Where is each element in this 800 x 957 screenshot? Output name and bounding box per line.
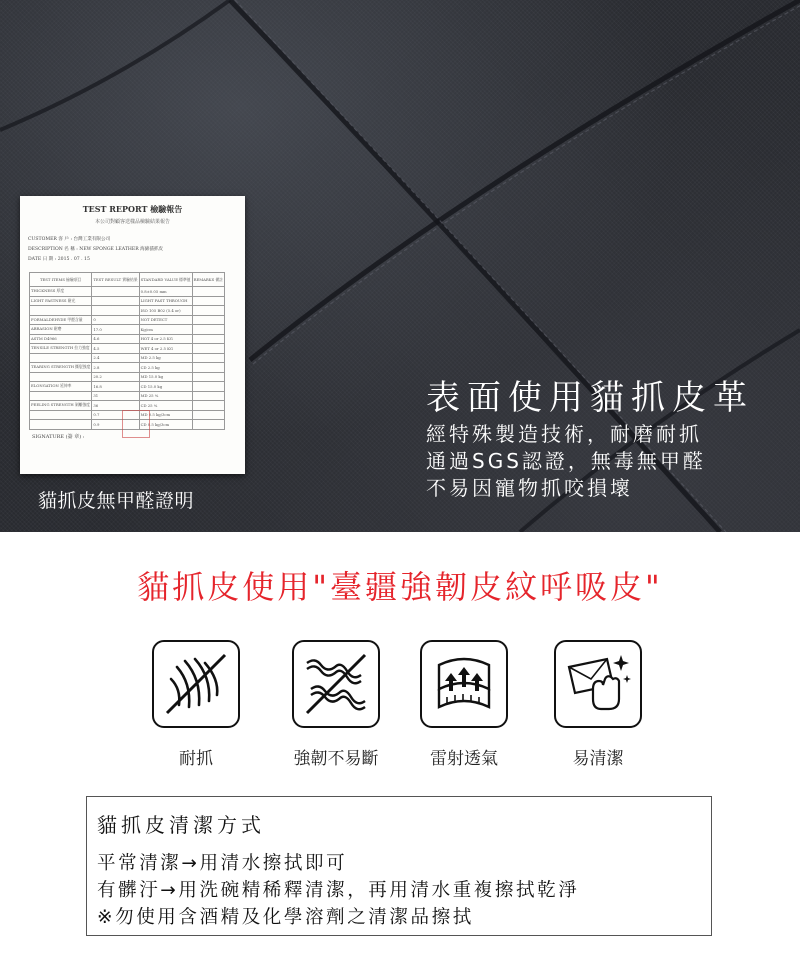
report-date: DATE 日 期 : 2015 . 07 . 15 [28,257,90,262]
report-cell: HOT 4 or 2.5 KG [139,334,192,344]
report-cell: 17.0 [92,325,139,335]
report-subtitle: 本公司對顧客送樣品檢驗結果報告 [94,219,170,225]
report-header-cell: TEST ITEMS 檢驗項目 [30,273,92,287]
report-cell: 4.6 [92,334,139,344]
report-cell [30,420,92,430]
report-row [30,353,225,363]
report-row [30,344,225,354]
report-cell [192,287,224,297]
report-row [30,334,225,344]
cleaning-line: ※勿使用含酒精及化學溶劑之清潔品擦拭 [97,907,474,928]
report-row [30,372,225,382]
report-cell: LIGHT FAST THROUGH [139,296,192,306]
report-cell: CD 2.5 kg [139,363,192,373]
cleaning-instructions-box [86,796,712,936]
breathable-arrows-icon [420,640,508,728]
hero-description-line: 通過SGS認證，無毒無甲醛 [426,449,706,473]
report-row [30,306,225,316]
report-cell [92,306,139,316]
report-header-cell: STANDARD VALUE 標準值 [139,273,192,287]
report-cell: NOT DETECT [139,315,192,325]
report-table [29,272,225,430]
report-cell: 2.8 [92,363,139,373]
report-cell [192,372,224,382]
report-cell: CD 0.5 kg/3cm [139,420,192,430]
cleaning-line: 有髒汙→用洗碗精稀釋清潔，再用清水重複擦拭乾淨 [97,880,580,901]
wipe-clean-icon [554,640,642,728]
feature-label: 強韌不易斷 [293,749,379,768]
report-row [30,315,225,325]
cleaning-title: 貓抓皮清潔方式 [97,813,265,837]
report-cell: FORMALDEHYDE 甲醛含量 [30,315,92,325]
report-cell: ELONGATION 延伸率 [30,382,92,392]
report-header-cell: TEST RESULT 實驗結果 [92,273,139,287]
report-header-cell: REMARKS 備註 [192,273,224,287]
feature-label: 易清潔 [572,749,624,768]
report-cell: TEARING STRENGTH 撕裂強度 [30,363,92,373]
report-cell [192,420,224,430]
report-cell [192,401,224,411]
hero-title: 表面使用貓抓皮革 [426,378,754,418]
report-cell [92,287,139,297]
report-cell: WET 4 or 2.5 KG [139,344,192,354]
report-cell [30,391,92,401]
feature-label: 耐抓 [179,749,213,768]
feature-label: 雷射透氣 [430,749,498,768]
report-cell: CD 15.0 kg [139,382,192,392]
report-cell [192,410,224,420]
material-headline: 貓抓皮使用"臺疆強韌皮紋呼吸皮" [137,568,663,606]
report-cell: CD 25 % [139,401,192,411]
report-cell [192,296,224,306]
report-cell: 0.7 [92,410,139,420]
report-cell [192,306,224,316]
report-row [30,287,225,297]
hero-description-line: 經特殊製造技術，耐磨耐抓 [426,422,702,446]
report-row [30,363,225,373]
report-cell: MD 25 % [139,391,192,401]
feature-easy-clean [523,640,673,769]
report-cell [30,410,92,420]
report-cell [192,382,224,392]
report-cell [192,334,224,344]
report-row [30,325,225,335]
certificate-caption: 貓抓皮無甲醛證明 [38,491,195,512]
report-cell [30,353,92,363]
feature-scratch-resistant [121,640,271,769]
report-cell [192,325,224,335]
cleaning-line: 平常清潔→用清水擦拭即可 [97,853,348,874]
report-row [30,296,225,306]
report-cell: 0.9 [92,420,139,430]
report-cell: ASTM D4966 [30,334,92,344]
report-cell: TENSILE STRENGTH 拉力強度 [30,344,92,354]
hero-description-line: 不易因寵物抓咬損壞 [426,476,633,500]
report-cell: 31 [92,391,139,401]
report-cell [192,315,224,325]
feature-breathable [389,640,539,769]
report-row [30,382,225,392]
report-cell [92,296,139,306]
report-cell: 4.5 [92,344,139,354]
report-signature: SIGNATURE (簽 章) : [32,434,85,440]
report-cell: Kg/cm [139,325,192,335]
report-cell: LIGHT FASTNESS 耐光 [30,296,92,306]
report-table-body [30,287,225,430]
report-cell: MD 2.5 kg [139,353,192,363]
report-cell: 16.8 [92,382,139,392]
red-stamp [122,410,150,438]
report-cell: MD 15.0 kg [139,372,192,382]
report-cell [192,344,224,354]
test-report-certificate [20,196,245,474]
report-cell [192,391,224,401]
report-row [30,391,225,401]
report-cell: ABRASION 耐磨 [30,325,92,335]
report-cell: 36 [92,401,139,411]
report-header-row [30,273,225,287]
report-cell: PEELING STRENGTH 剝離強度 [30,401,92,411]
rope-unbreakable-icon [292,640,380,728]
report-cell: 20.2 [92,372,139,382]
report-customer: CUSTOMER 客 戶 : 台灣工業有限公司 [28,237,111,242]
report-cell [192,363,224,373]
report-cell [30,306,92,316]
report-row [30,401,225,411]
report-cell [192,353,224,363]
report-cell: ISO 105 B02 (5.4 or) [139,306,192,316]
report-cell: THICKNESS 厚度 [30,287,92,297]
report-cell: MD 0.5 kg/3cm [139,410,192,420]
scratch-resistant-icon [152,640,240,728]
report-description: DESCRIPTION 名 稱 : NEW SPONGE LEATHER 海綿貓抓皮 [28,247,164,252]
report-cell: 0.8±0.05 mm [139,287,192,297]
report-cell [30,372,92,382]
report-title: TEST REPORT 檢驗報告 [82,204,183,214]
report-cell: 0 [92,315,139,325]
hero-description [426,421,706,502]
report-cell: 2.4 [92,353,139,363]
